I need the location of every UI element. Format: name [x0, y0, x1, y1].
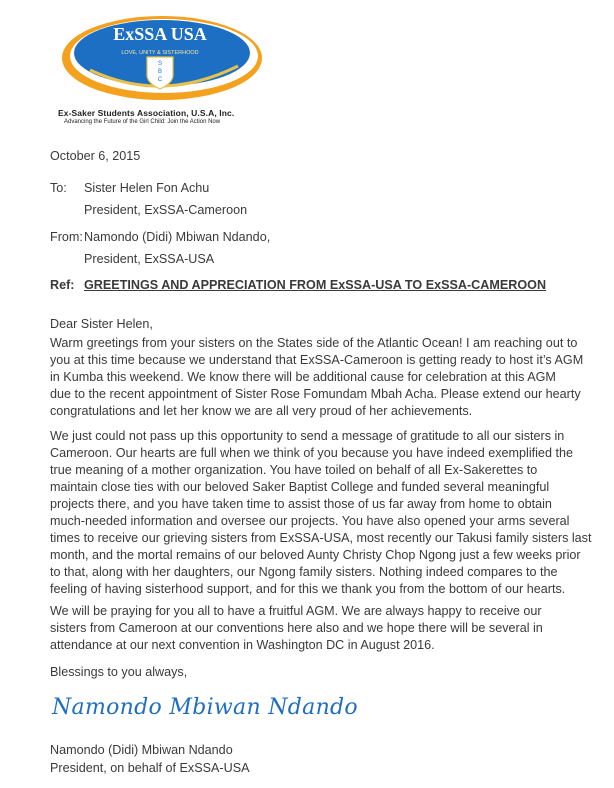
paragraph-line: congratulations and let her know we are all very proud of her achievements.: [50, 404, 473, 418]
handwritten-signature: Namondo Mbiwan Ndando: [52, 695, 358, 720]
paragraph-line: We just could not pass up this opportunity to send a message of gratitude to all our sisters in: [50, 429, 565, 443]
body-paragraph-2: [50, 428, 590, 598]
paragraph-line: month, and the mortal remains of our beloved Aunty Christy Chop Ngong just a few weeks prior: [50, 548, 581, 562]
paragraph-line: We will be praying for you all to have a fruitful AGM. We are always happy to receive our: [50, 604, 542, 618]
ref-label: Ref:: [50, 278, 75, 292]
sender-name: Namondo (Didi) Mbiwan Ndando,: [84, 230, 271, 244]
paragraph-line: sisters from Cameroon at our conventions here also and we hope there will be several in: [50, 621, 543, 635]
closing: Blessings to you always,: [50, 665, 188, 679]
recipient-name: Sister Helen Fon Achu: [84, 181, 210, 195]
logo-motto: LOVE, UNITY & SISTERHOOD: [121, 50, 199, 56]
salutation: Dear Sister Helen,: [50, 317, 153, 331]
paragraph-line: in Kumba this weekend. We know there will be additional cause for celebration at this AGM: [50, 370, 556, 384]
shield-letter: C: [157, 77, 163, 83]
paragraph-line: times to receive our grieving sisters from ExSSA-USA, most recently our Takusi family sisters last: [50, 531, 592, 545]
logo-badge-text: ExSSA USA: [113, 24, 207, 44]
paragraph-line: much-needed information and oversee our projects. You have also opened your arms several: [50, 514, 570, 528]
exssa-logo-emblem: [50, 8, 290, 108]
paragraph-line: true meaning of a mother organization. You have toiled on behalf of all Ex-Sakerettes to: [50, 463, 538, 477]
paragraph-line: you at this time because we understand that ExSSA-Cameroon is getting ready to host it’s AGM: [50, 353, 584, 367]
from-label: From:: [50, 230, 83, 244]
signatory-name: Namondo (Didi) Mbiwan Ndando: [50, 743, 233, 757]
paragraph-line: maintain close ties with our beloved Saker Baptist College and funded several meaningful: [50, 480, 550, 494]
signatory-title: President, on behalf of ExSSA-USA: [50, 761, 250, 775]
paragraph-line: Warm greetings from your sisters on the States side of the Atlantic Ocean! I am reaching out to: [50, 336, 578, 350]
shield-letter: B: [157, 69, 163, 75]
logo-caption: [58, 108, 298, 125]
org-tagline: Advancing the Future of the Girl Child: Join the Action Now: [64, 119, 221, 125]
sender-title: President, ExSSA-USA: [84, 252, 215, 266]
ref-subject: GREETINGS AND APPRECIATION FROM ExSSA-USA TO ExSSA-CAMEROON: [84, 278, 547, 292]
paragraph-line: to that, along with her daughters, our Ngong family sisters. Nothing indeed compares to the: [50, 565, 558, 579]
shield-letter: S: [157, 61, 163, 67]
letter-date: October 6, 2015: [50, 149, 141, 163]
body-paragraph-3: [50, 603, 590, 654]
paragraph-line: attendance at our next convention in Washington DC in August 2016.: [50, 638, 435, 652]
recipient-title: President, ExSSA-Cameroon: [84, 203, 248, 217]
paragraph-line: feeling of having sisterhood support, and for this we thank you from the bottom of our hearts.: [50, 582, 566, 596]
to-label: To:: [50, 181, 67, 195]
paragraph-line: due to the recent appointment of Sister Rose Fomundam Mbah Acha. Please extend our hearty: [50, 387, 581, 401]
paragraph-line: projects there, and you have taken time to assist those of us far away from home to obtain: [50, 497, 552, 511]
body-paragraph-1: [50, 335, 590, 420]
paragraph-line: Cameroon. Our hearts are full when we think of you because you have indeed exemplified the: [50, 446, 573, 460]
org-name: Ex-Saker Students Association, U.S.A, Inc.: [58, 108, 235, 118]
letterhead-logo: [50, 8, 290, 133]
